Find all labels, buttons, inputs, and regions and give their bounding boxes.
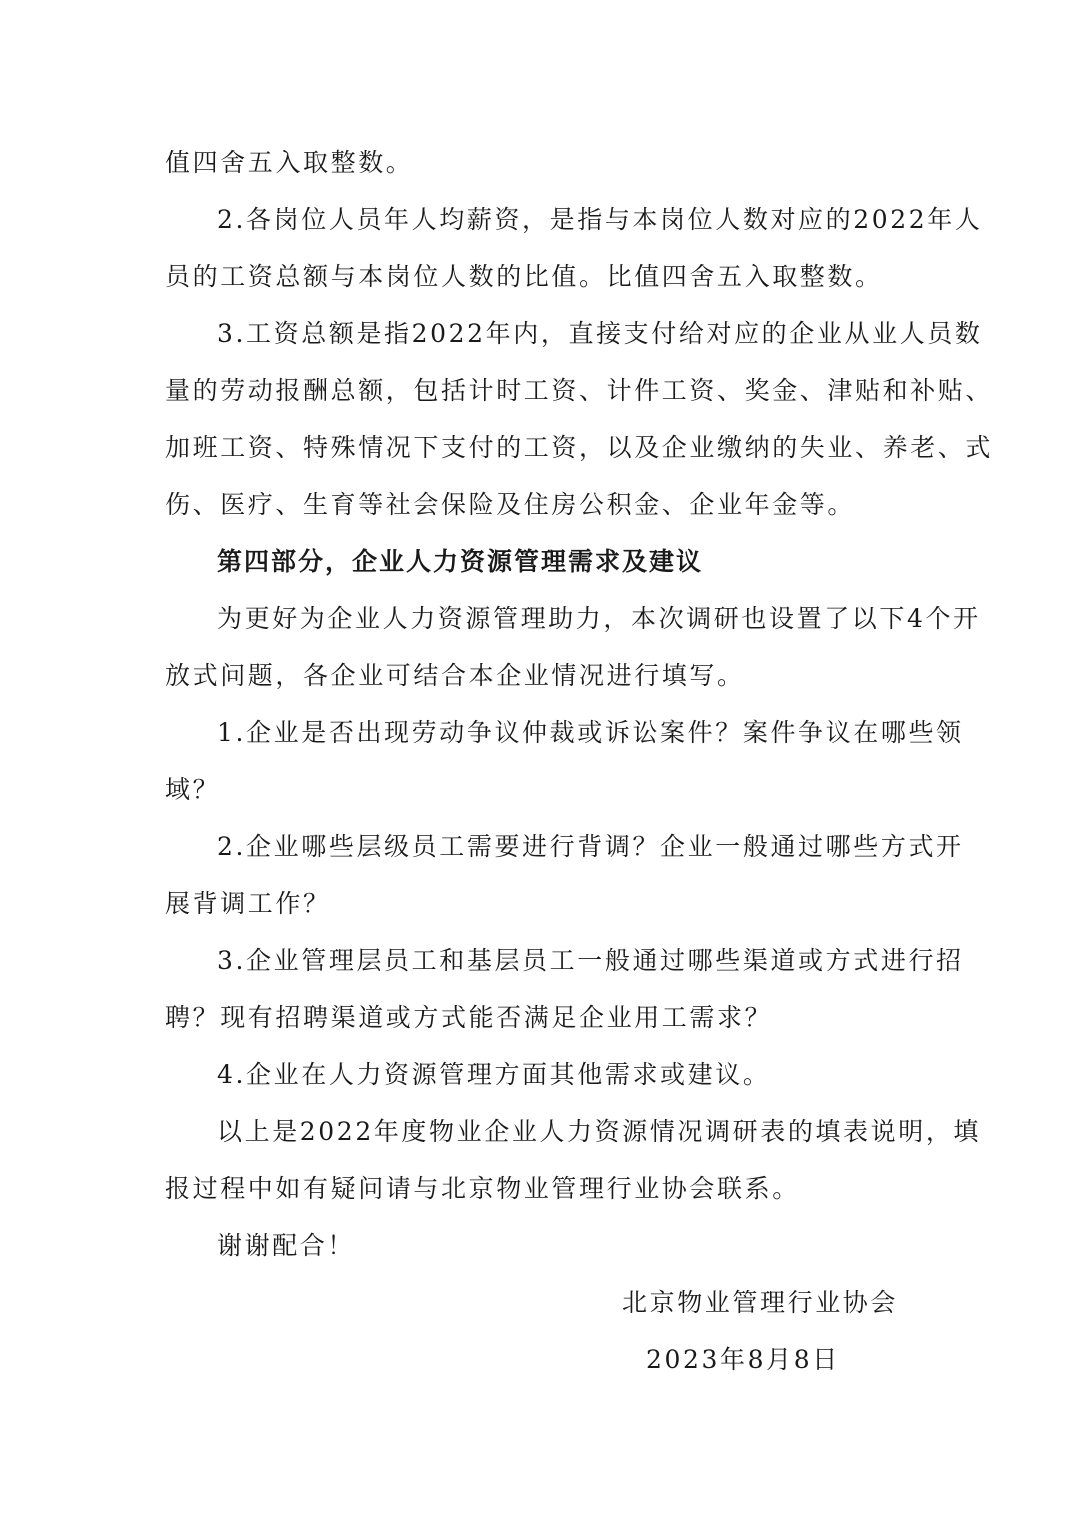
paragraph-line: 展背调工作？ [165,889,331,918]
paragraph-line: 2.各岗位人员年人均薪资，是指与本岗位人数对应的2022年人 [217,205,983,234]
paragraph-line: 1.企业是否出现劳动争议仲裁或诉讼案件？案件争议在哪些领 [217,718,964,747]
paragraph-line: 4.企业在人力资源管理方面其他需求或建议。 [217,1060,771,1089]
paragraph-line: 3.工资总额是指2022年内，直接支付给对应的企业从业人员数 [217,319,983,348]
paragraph-line: 3.企业管理层员工和基层员工一般通过哪些渠道或方式进行招 [217,946,964,975]
paragraph-line: 伤、医疗、生育等社会保险及住房公积金、企业年金等。 [165,490,856,519]
paragraph-line: 放式问题，各企业可结合本企业情况进行填写。 [165,661,745,690]
paragraph-line: 域？ [165,775,221,804]
closing-line: 谢谢配合！ [217,1231,356,1260]
paragraph-line: 报过程中如有疑问请与北京物业管理行业协会联系。 [165,1174,800,1203]
signature-date: 2023年8月8日 [646,1345,840,1374]
paragraph-line: 值四舍五入取整数。 [165,148,414,177]
paragraph-line: 以上是2022年度物业企业人力资源情况调研表的填表说明，填 [217,1117,982,1146]
paragraph-line: 聘？现有招聘渠道或方式能否满足企业用工需求？ [165,1003,773,1032]
paragraph-line: 加班工资、特殊情况下支付的工资，以及企业缴纳的失业、养老、式 [165,433,994,462]
paragraph-line: 2.企业哪些层级员工需要进行背调？企业一般通过哪些方式开 [217,832,964,861]
paragraph-line: 为更好为企业人力资源管理助力，本次调研也设置了以下4个开 [217,604,981,633]
signature-organization: 北京物业管理行业协会 [622,1288,899,1317]
section-heading: 第四部分，企业人力资源管理需求及建议 [217,547,704,576]
paragraph-line: 量的劳动报酬总额，包括计时工资、计件工资、奖金、津贴和补贴、 [165,376,994,405]
paragraph-line: 员的工资总额与本岗位人数的比值。比值四舍五入取整数。 [165,262,883,291]
